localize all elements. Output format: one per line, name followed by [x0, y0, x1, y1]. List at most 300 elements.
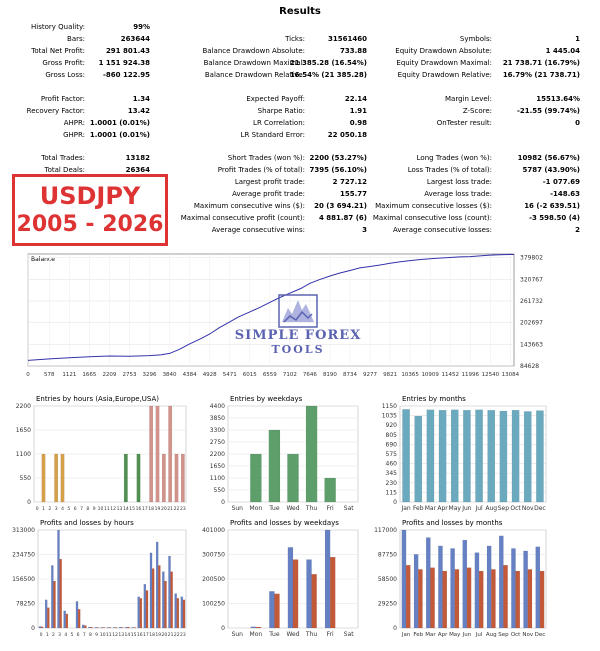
bar: [523, 551, 527, 628]
bar: [293, 560, 298, 628]
y-tick-label: 0: [31, 625, 35, 632]
profits-losses-by-hours-chart: [4, 516, 192, 646]
x-tick-label: May: [448, 505, 461, 512]
x-tick-label: 4384: [182, 372, 197, 378]
x-tick-label: 3296: [142, 372, 157, 378]
y-tick-label: 200500: [202, 576, 225, 583]
y-tick-label: 550: [213, 487, 225, 494]
x-tick-label: Sep: [497, 505, 510, 512]
bar: [107, 627, 109, 628]
x-tick-label: 9277: [363, 372, 378, 378]
stat-value: 7395 (56.10%): [309, 166, 367, 174]
stat-label: Maximal consecutive loss (count):: [372, 214, 492, 222]
bar: [175, 454, 178, 502]
stat-value: 26364: [125, 166, 150, 174]
bar: [256, 627, 261, 628]
stat-value: 13.42: [127, 107, 150, 115]
stat-value: 0.98: [349, 119, 367, 127]
bar: [101, 627, 103, 628]
stat-value: 21 385.28 (16.54%): [289, 59, 367, 67]
x-tick-label: 1121: [62, 372, 77, 378]
bar: [127, 627, 129, 628]
bar: [125, 627, 127, 628]
bar: [269, 591, 274, 628]
bar: [57, 530, 59, 628]
x-tick-label: 11: [106, 633, 112, 638]
bar: [516, 571, 520, 628]
bar: [124, 454, 127, 502]
bar: [450, 548, 454, 628]
y-tick-label: 87750: [377, 551, 397, 559]
stat-value: 15513.64%: [536, 95, 580, 103]
x-tick-label: 3: [54, 507, 58, 512]
x-tick-label: 6559: [262, 372, 277, 378]
y-tick-label: 2200: [209, 451, 225, 458]
x-tick-label: 8: [88, 633, 92, 638]
stat-label: Total Trades:: [41, 154, 85, 162]
x-tick-label: 0: [39, 633, 43, 638]
chart-title: Profits and losses by months: [402, 519, 503, 527]
bar: [175, 594, 177, 628]
stat-label: Equity Drawdown Relative:: [397, 71, 492, 79]
x-tick-label: 7: [82, 633, 86, 638]
stat-label: AHPR:: [63, 119, 85, 127]
stat-value: 2 727.12: [332, 178, 367, 186]
x-tick-label: Mar: [425, 632, 436, 638]
y-tick-label: 230: [385, 479, 397, 487]
x-tick-label: 7102: [282, 372, 297, 378]
bar: [512, 410, 519, 502]
stat-value: 3: [362, 226, 367, 234]
bar: [415, 416, 422, 502]
bar: [181, 597, 183, 628]
x-tick-label: Sat: [343, 505, 354, 512]
x-tick-label: 8: [86, 507, 90, 512]
stat-label: Average consecutive losses:: [393, 226, 492, 234]
x-tick-label: 10909: [421, 372, 439, 378]
bar: [51, 565, 53, 628]
y-tick-label: 345: [385, 470, 397, 478]
x-tick-label: Wed: [286, 631, 300, 638]
bar: [500, 411, 507, 502]
x-tick-label: 20: [161, 633, 168, 638]
bar: [430, 568, 434, 628]
chart-title: Balance: [31, 256, 55, 263]
stat-label: Balance Drawdown Absolute:: [202, 47, 305, 55]
entries-by-hours-chart: [4, 392, 192, 514]
x-tick-label: 4928: [202, 372, 217, 378]
x-tick-label: 9: [92, 507, 96, 512]
y-tick-label: 100250: [202, 600, 225, 608]
profits-losses-by-months-chart: [368, 516, 552, 646]
x-tick-label: Nov: [521, 505, 534, 512]
y-tick-label: 920: [385, 422, 397, 430]
stat-label: Ticks:: [285, 35, 305, 43]
y-tick-label: 156500: [12, 576, 35, 583]
bar: [306, 406, 317, 502]
x-tick-label: 20: [160, 507, 167, 512]
chart-title: Entries by hours (Asia,Europe,USA): [36, 395, 160, 403]
y-tick-label: 0: [221, 625, 225, 632]
stat-label: LR Standard Error:: [240, 131, 305, 139]
stat-value: 16.54% (21 385.28): [289, 71, 367, 79]
bar: [45, 600, 47, 628]
stat-value: -1 077.69: [542, 178, 580, 186]
bar: [42, 454, 45, 502]
bar: [414, 554, 418, 628]
x-tick-label: 18: [148, 507, 155, 512]
x-tick-label: Dec: [534, 505, 546, 512]
x-tick-label: 4: [64, 633, 68, 638]
x-tick-label: 13: [118, 633, 125, 638]
y-tick-label: 379802: [520, 254, 543, 262]
x-tick-label: 17: [141, 507, 148, 512]
bar: [439, 410, 446, 502]
stat-label: Balance Drawdown Maximal:: [203, 59, 305, 67]
stat-value: 1 445.04: [545, 47, 580, 55]
x-tick-label: 578: [44, 372, 55, 378]
x-tick-label: 16: [135, 507, 142, 512]
x-tick-label: 19: [155, 633, 162, 638]
bar: [158, 565, 160, 628]
stat-value: 13182: [125, 154, 150, 162]
stat-value: 16.79% (21 738.71): [502, 71, 580, 79]
bar: [528, 569, 532, 628]
stat-label: Margin Level:: [445, 95, 492, 103]
x-tick-label: 9821: [383, 372, 398, 378]
stat-value: 2200 (53.27%): [309, 154, 367, 162]
stat-label: Bars:: [67, 35, 85, 43]
x-tick-label: Thu: [305, 505, 318, 512]
stat-value: -860 122.95: [103, 71, 150, 79]
x-tick-label: Thu: [305, 631, 318, 638]
x-tick-label: Jun: [462, 505, 472, 512]
x-tick-label: 12: [110, 507, 117, 512]
x-tick-label: 18: [149, 633, 155, 638]
stat-label: GHPR:: [63, 131, 85, 139]
y-tick-label: 78250: [15, 600, 35, 608]
stat-value: 1 151 924.38: [98, 59, 150, 67]
stat-value: 733.88: [339, 47, 367, 55]
bar: [503, 565, 507, 628]
bar: [84, 625, 86, 628]
stat-value: 22.14: [344, 95, 367, 103]
x-tick-label: Jan: [401, 632, 411, 638]
bar: [287, 454, 298, 502]
bar: [325, 478, 336, 502]
bar: [41, 627, 43, 628]
x-tick-label: 13084: [501, 372, 520, 378]
x-tick-label: 6: [73, 507, 77, 512]
bar: [149, 406, 152, 502]
stat-value: -3 598.50 (4): [529, 214, 580, 222]
x-tick-label: 6: [76, 633, 80, 638]
x-tick-label: 2: [48, 507, 52, 512]
x-tick-label: Jun: [462, 632, 472, 638]
stat-label: Total Deals:: [44, 166, 85, 174]
stat-label: Equity Drawdown Maximal:: [396, 59, 492, 67]
bar: [306, 560, 311, 628]
x-tick-label: 14: [122, 507, 129, 512]
bar: [146, 590, 148, 628]
stat-value: 1.34: [132, 95, 150, 103]
x-tick-label: 1: [45, 633, 49, 638]
y-tick-label: 117000: [374, 527, 397, 534]
watermark-line1: SIMPLE FOREX: [234, 328, 362, 343]
x-tick-label: Feb: [412, 505, 424, 512]
x-tick-label: 5: [67, 507, 71, 512]
y-tick-label: 690: [385, 441, 397, 449]
stat-value: 0: [575, 119, 580, 127]
bar: [269, 430, 280, 502]
stat-label: Equity Drawdown Absolute:: [395, 47, 492, 55]
bar: [156, 406, 159, 502]
x-tick-label: 11452: [441, 372, 459, 378]
y-tick-label: 29250: [377, 600, 397, 608]
bar: [162, 454, 165, 502]
badge-symbol: USDJPY: [39, 182, 141, 210]
x-tick-label: Oct: [510, 505, 521, 512]
y-tick-label: 2750: [209, 439, 225, 446]
x-tick-label: 13: [116, 507, 123, 512]
bar: [137, 454, 140, 502]
stat-value: 99%: [133, 23, 150, 31]
x-tick-label: Sun: [231, 505, 243, 512]
bar: [251, 627, 256, 628]
y-tick-label: 261732: [520, 298, 543, 306]
stat-value: 16 (-2 639.51): [524, 202, 580, 210]
bar: [61, 454, 64, 502]
stat-label: Total Net Profit:: [31, 47, 85, 55]
x-tick-label: Dec: [534, 632, 546, 638]
stat-label: Symbols:: [459, 35, 492, 43]
bar: [427, 410, 434, 502]
bar: [144, 584, 146, 628]
bar: [134, 627, 136, 628]
bar: [402, 530, 406, 628]
x-tick-label: Apr: [437, 505, 448, 512]
x-tick-label: 10365: [401, 372, 419, 378]
x-tick-label: Mon: [249, 631, 263, 638]
stat-label: Maximum consecutive wins ($):: [193, 202, 305, 210]
stat-label: Largest profit trade:: [234, 178, 305, 186]
bar: [488, 410, 495, 502]
x-tick-label: Fri: [326, 505, 334, 512]
x-tick-label: 3840: [162, 372, 177, 378]
bar: [88, 627, 90, 628]
bar: [536, 411, 543, 502]
y-tick-label: 115: [385, 489, 397, 497]
x-tick-label: 16: [136, 633, 143, 638]
bull-bear-logo-icon: [278, 294, 318, 328]
bar: [487, 546, 491, 628]
stat-label: Loss Trades (% of total):: [407, 166, 492, 174]
bar: [475, 553, 479, 628]
y-tick-label: 401000: [202, 527, 225, 534]
y-tick-label: 58500: [377, 576, 397, 583]
stat-label: Short Trades (won %):: [227, 154, 305, 162]
bar: [183, 600, 185, 628]
x-tick-label: Oct: [510, 632, 521, 638]
stat-label: Long Trades (won %):: [416, 154, 492, 162]
watermark-line2: TOOLS: [271, 343, 325, 356]
x-tick-label: 23: [179, 507, 186, 512]
x-tick-label: Wed: [286, 505, 300, 512]
stat-label: Z-Score:: [462, 107, 492, 115]
y-tick-label: 550: [19, 475, 31, 482]
watermark: [228, 294, 368, 356]
x-tick-label: 10: [97, 507, 104, 512]
bar: [152, 569, 154, 628]
x-tick-label: 12: [112, 633, 118, 638]
chart-title: Entries by months: [402, 395, 466, 403]
y-tick-label: 234750: [12, 551, 35, 559]
x-tick-label: 23: [180, 633, 186, 638]
stat-label: LR Correlation:: [253, 119, 305, 127]
stat-value: 4 881.87 (6): [318, 214, 367, 222]
bar: [168, 406, 171, 502]
bar: [451, 410, 458, 502]
bar: [274, 594, 279, 628]
y-tick-label: 2200: [15, 403, 31, 410]
x-tick-label: 3: [58, 633, 62, 638]
bar: [164, 581, 166, 628]
bar: [53, 581, 55, 628]
chart-title: Profits and losses by weekdays: [230, 519, 339, 527]
x-tick-label: 7: [80, 507, 83, 512]
bar: [47, 608, 49, 628]
x-tick-label: 8190: [322, 372, 337, 378]
bar: [406, 565, 410, 628]
y-tick-label: 1150: [381, 403, 397, 410]
y-tick-label: 1100: [209, 475, 225, 482]
stat-value: 20 (3 694.21): [314, 202, 367, 210]
bar: [511, 548, 515, 628]
bar: [325, 530, 330, 628]
x-tick-label: 1: [42, 507, 45, 512]
x-tick-label: 15: [130, 633, 137, 638]
x-tick-label: 9: [95, 633, 99, 638]
y-tick-label: 3300: [209, 427, 225, 434]
bar: [181, 454, 184, 502]
y-tick-label: 0: [393, 499, 397, 506]
bar: [177, 598, 179, 628]
x-tick-label: 4: [61, 507, 64, 512]
bar: [39, 626, 41, 628]
x-tick-label: 17: [143, 633, 149, 638]
stat-value: -21.55 (99.74%): [516, 107, 580, 115]
stat-label: Maximal consecutive profit (count):: [180, 214, 305, 222]
bar: [168, 556, 170, 628]
y-tick-label: 84628: [520, 363, 540, 370]
stat-value: 1.0001 (0.01%): [89, 131, 150, 139]
stat-label: Largest loss trade:: [426, 178, 492, 186]
bar: [66, 614, 68, 628]
bar: [418, 569, 422, 628]
x-tick-label: Fri: [326, 631, 334, 638]
stat-value: 10982 (56.67%): [517, 154, 580, 162]
stat-label: Profit Factor:: [40, 95, 85, 103]
bar: [64, 611, 66, 628]
x-tick-label: 2753: [122, 372, 137, 378]
stat-value: 263644: [120, 35, 150, 43]
stat-label: Expected Payoff:: [246, 95, 305, 103]
stat-label: Average consecutive wins:: [211, 226, 305, 234]
x-tick-label: Tue: [269, 631, 280, 638]
stat-label: Sharpe Ratio:: [257, 107, 305, 115]
x-tick-label: 7646: [302, 372, 317, 378]
x-tick-label: Mon: [249, 505, 263, 512]
stat-label: Gross Profit:: [42, 59, 85, 67]
x-tick-label: 0: [35, 507, 39, 512]
stat-value: 22 050.18: [327, 131, 367, 139]
stat-value: 21 738.71 (16.79%): [502, 59, 580, 67]
y-tick-label: 1035: [381, 412, 397, 420]
bar: [138, 597, 140, 628]
x-tick-label: Jul: [475, 505, 483, 512]
y-tick-label: 313000: [12, 527, 35, 534]
bar: [97, 627, 99, 628]
bar: [140, 598, 142, 628]
bar: [78, 609, 80, 628]
bar: [524, 411, 531, 502]
stat-label: Profit Trades (% of total):: [217, 166, 305, 174]
bar: [119, 627, 121, 628]
bar: [54, 454, 57, 502]
x-tick-label: 22: [173, 633, 180, 638]
stat-value: -148.63: [550, 190, 580, 198]
stat-value: 155.77: [339, 190, 367, 198]
bar: [491, 569, 495, 628]
bar: [402, 409, 409, 502]
x-tick-label: Sep: [498, 632, 509, 638]
bar: [156, 542, 158, 628]
x-tick-label: 11: [103, 507, 110, 512]
y-tick-label: 4400: [209, 403, 225, 410]
x-tick-label: 5: [70, 633, 74, 638]
y-tick-label: 143663: [520, 341, 543, 349]
x-tick-label: Jul: [475, 632, 483, 638]
x-tick-label: Sat: [343, 631, 354, 638]
stat-label: Balance Drawdown Relative:: [204, 71, 305, 79]
bar: [60, 559, 62, 628]
stat-value: 291 801.43: [105, 47, 150, 55]
x-tick-label: 2: [51, 633, 55, 638]
bar: [536, 547, 540, 628]
x-tick-label: 21: [167, 507, 174, 512]
bar: [438, 546, 442, 628]
bar: [109, 627, 111, 628]
y-tick-label: 1650: [209, 463, 225, 470]
bar: [113, 627, 115, 628]
x-tick-label: 1665: [82, 372, 97, 378]
x-tick-label: 6015: [242, 372, 257, 378]
stat-label: Gross Loss:: [45, 71, 85, 79]
y-tick-label: 0: [221, 499, 225, 506]
bar: [90, 627, 92, 628]
bar: [162, 572, 164, 628]
x-tick-label: Apr: [437, 632, 448, 638]
bar: [115, 627, 117, 628]
x-tick-label: 0: [26, 372, 30, 378]
x-tick-label: Tue: [269, 505, 280, 512]
bar: [94, 627, 96, 628]
x-tick-label: 10: [99, 633, 106, 638]
bar: [150, 553, 152, 628]
stat-label: Maximum consecutive losses ($):: [375, 202, 492, 210]
y-tick-label: 460: [385, 460, 397, 468]
y-tick-label: 320767: [520, 276, 543, 284]
